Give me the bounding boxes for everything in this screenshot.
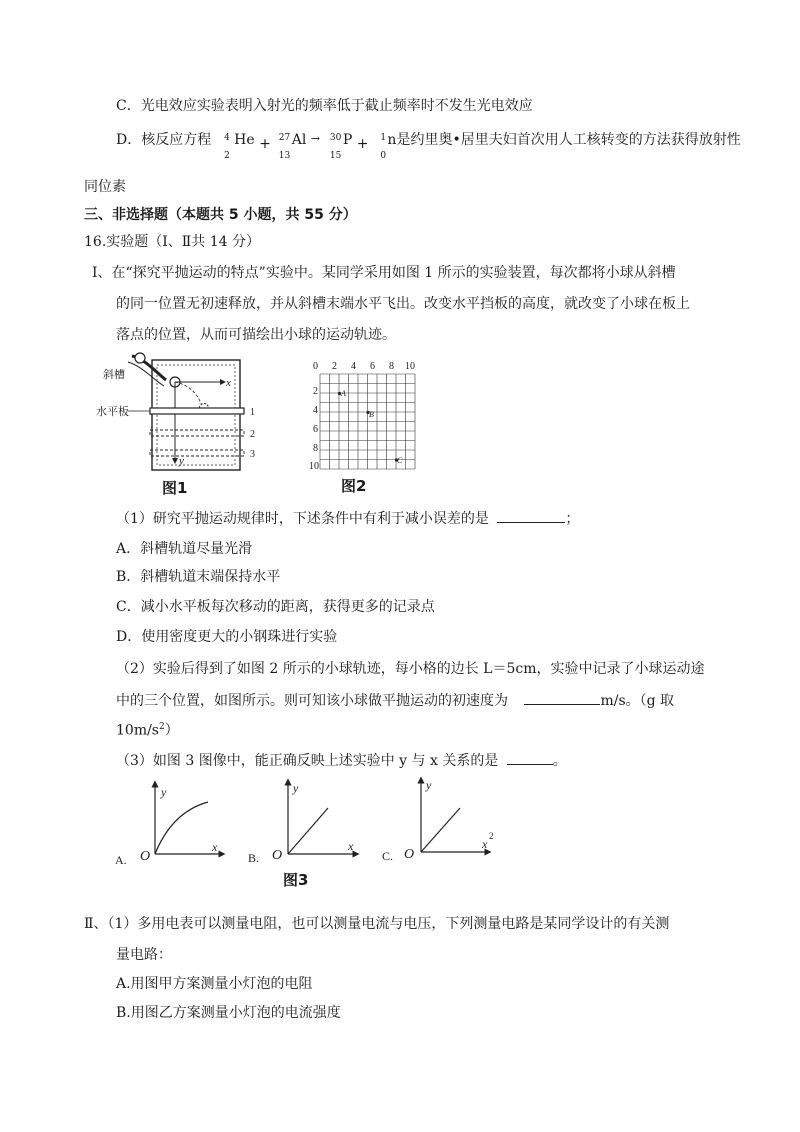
graph-b-y: y (293, 781, 299, 795)
tick-top-8: 8 (389, 361, 394, 372)
graph-b-x: x (348, 839, 354, 853)
tick-left-8: 8 (313, 443, 318, 454)
q16-sub3-text: （3）如图 3 图像中，能正确反映上述实验中 y 与 x 关系的是 (116, 753, 499, 769)
nuclide-helium: 4 2 He (224, 132, 255, 161)
q16-title: 16.实验题（Ⅰ、Ⅱ共 14 分） (84, 234, 261, 250)
section-heading: 三、非选择题（本题共 5 小题，共 55 分） (84, 207, 357, 223)
q16-sub2-line2 (116, 690, 674, 711)
q16-part1-line2: 的同一位置无初速释放，并从斜槽末端水平飞出。改变水平挡板的高度，就改变了小球在板上 (116, 296, 690, 312)
horizontal-board-2 (150, 430, 244, 436)
ball-start (135, 353, 145, 363)
graph-c-y: y (426, 778, 432, 792)
q16-part2-line2: 量电路： (116, 947, 172, 963)
q16-sub1-option-a: A．斜槽轨道尽量光滑 (116, 541, 253, 557)
q16-part1-line3: 落点的位置，从而可描绘出小球的运动轨迹。 (116, 327, 396, 343)
graph-c-origin: O (404, 847, 415, 862)
fig1-label-board: 水平板 (96, 405, 129, 418)
q16-sub2-line2b: m/s。（g 取 (600, 693, 675, 709)
horizontal-board-3 (150, 450, 244, 456)
point-c-label: C (397, 456, 403, 465)
fig1-pos-2: 2 (250, 429, 255, 440)
tick-top-0: 0 (313, 361, 318, 372)
tick-top-4: 4 (351, 361, 356, 372)
tick-top-10: 10 (405, 361, 415, 372)
q16-part2-option-a: A.用图甲方案测量小灯泡的电阻 (116, 976, 313, 992)
q16-sub2-line3 (116, 717, 179, 741)
plus-sign: + (356, 136, 369, 152)
q15-option-d (116, 130, 741, 161)
point-b-label: B (369, 410, 374, 419)
graph-a-y: y (161, 785, 167, 799)
graph-a-x: x (212, 840, 218, 854)
graph-b-origin: O (272, 848, 283, 863)
q16-sub1 (116, 508, 579, 529)
q15-option-d-prefix: D．核反应方程 (116, 132, 212, 148)
q16-sub1-end: ； (565, 511, 580, 527)
grid-left-ticks (309, 386, 319, 472)
tick-top-2: 2 (332, 361, 337, 372)
q16-sub2-unit-exp: 2 (159, 722, 165, 732)
tick-top-6: 6 (370, 361, 375, 372)
graph-a-curve (155, 802, 208, 854)
q16-sub2-close: ） (164, 722, 179, 739)
q16-sub2-line1: （2）实验后得到了如图 2 所示的小球轨迹，每小格的边长 L＝5cm，实验中记录了小球运动途 (116, 661, 705, 677)
nuclide-phosphorus: 30 15 P (329, 132, 353, 161)
answer-blank-2[interactable] (524, 690, 600, 705)
tick-left-10: 10 (309, 461, 319, 472)
plus-sign: + (259, 136, 271, 152)
nuclide-aluminium: 27 13 Al (278, 132, 307, 161)
nuclide-neutron: 1 0 n (380, 132, 397, 161)
q15-option-d-continued: 同位素 (84, 179, 126, 195)
q16-sub1-option-c: C．减小水平板每次移动的距离，获得更多的记录点 (116, 599, 435, 615)
graph-c-label: C. (382, 849, 394, 863)
fig2-caption: 图2 (341, 477, 367, 495)
answer-blank-3[interactable] (507, 750, 553, 765)
q16-part2-line1: Ⅱ、（1）多用电表可以测量电阻，也可以测量电流与电压，下列测量电路是某同学设计的有关测 (84, 916, 670, 932)
q16-part2-option-b: B.用图乙方案测量小灯泡的电流强度 (116, 1005, 341, 1021)
q16-sub1-text: （1）研究平抛运动规律时，下述条件中有利于减小误差的是 (116, 511, 489, 527)
fig1-axis-x: x (226, 377, 231, 389)
q16-sub2-line2a: 中的三个位置，如图所示。则可知该小球做平抛运动的初速度为 (116, 693, 508, 709)
q16-sub1-option-b: B．斜槽轨道末端保持水平 (116, 569, 281, 585)
point-a-label: A (341, 389, 346, 398)
q16-sub3-end: 。 (552, 753, 567, 769)
answer-blank-1[interactable] (497, 508, 565, 523)
grid-top-ticks (313, 361, 415, 372)
reaction-arrow: → (310, 132, 320, 145)
q16-sub3 (116, 750, 567, 771)
figure-3-graphs (110, 772, 510, 872)
graph-c-x2-exp: 2 (489, 831, 494, 841)
tick-left-2: 2 (313, 386, 318, 397)
q15-option-d-suffix: 是约里奥•居里夫妇首次用人工核转变的方法获得放射性 (396, 132, 741, 148)
graph-a-label: A. (115, 853, 127, 867)
graph-c-x2: x (482, 837, 488, 851)
graph-c-line (421, 808, 460, 852)
q15-option-c: C．光电效应实验表明入射光的频率低于截止频率时不发生光电效应 (116, 98, 533, 114)
grid-lines (320, 374, 415, 469)
q16-sub2-unit: 10m/s (116, 722, 159, 739)
figure-2-grid (305, 360, 430, 475)
graph-a-origin: O (140, 849, 151, 864)
graph-b-line (288, 808, 328, 854)
fig1-axis-y: y (179, 455, 184, 467)
graph-b-label: B. (248, 851, 260, 865)
q16-part1-line1: Ⅰ、在“探究平抛运动的特点”实验中。某同学采用如图 1 所示的实验装置，每次都将小球从斜槽 (92, 265, 676, 281)
fig1-caption: 图1 (162, 479, 188, 497)
tick-left-4: 4 (313, 405, 318, 416)
horizontal-board-1 (150, 408, 244, 414)
q16-sub1-option-d: D．使用密度更大的小钢珠进行实验 (116, 629, 338, 645)
fig1-label-chute: 斜槽 (103, 368, 125, 381)
fig3-caption: 图3 (283, 871, 309, 889)
fig1-pos-3: 3 (250, 449, 255, 460)
tick-left-6: 6 (313, 424, 318, 435)
fig1-pos-1: 1 (250, 407, 255, 418)
